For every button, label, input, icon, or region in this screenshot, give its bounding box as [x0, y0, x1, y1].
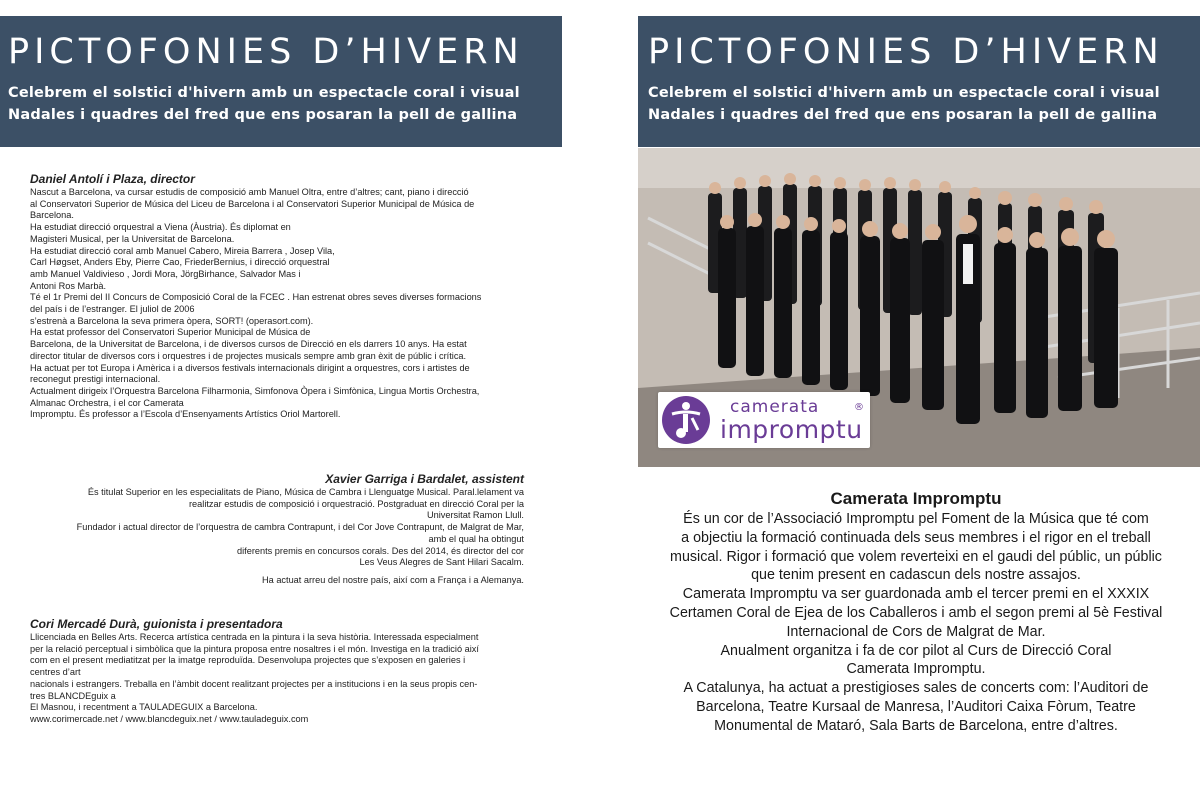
registered-mark: ®: [854, 402, 864, 413]
bio-line: s’estrenà a Barcelona la seva primera òpera, SORT! (operasort.com).: [30, 315, 314, 326]
bio-line: del país i de l’estranger. El juliol de 2006: [30, 304, 195, 315]
camerata-heading: Camerata Impromptu: [830, 489, 1002, 508]
bio-line: Llicenciada en Belles Arts. Recerca artística centrada en la pintura i la seva història. Interessada especialment: [30, 632, 479, 642]
bio-line: com en el present mediatitzat per la imatge reproduïda. Desenvolupa projectes que s’exposen en galeries i: [30, 655, 466, 666]
right-banner-subtitle-1: Celebrem el solstici d'hivern amb un espectacle coral i visual: [648, 85, 1160, 101]
camerata-line: Camerata Impromptu.: [846, 661, 986, 678]
bio-line: Ha estudiat direcció orquestral a Viena (Àustria). És diplomat en: [30, 222, 291, 233]
camerata-line: que tenim present en cadascun dels nostre assajos.: [751, 567, 1081, 584]
camerata-line: Anualment organitza i fa de cor pilot al Curs de Direcció Coral: [720, 642, 1112, 659]
bio-line: al Conservatori Superior de Música del Liceu de Barcelona i al Conservatori Superior Municipal de Música de: [30, 198, 475, 209]
bio-daniel-name: Daniel Antolí i Plaza, director: [30, 172, 195, 186]
bio-line: Nascut a Barcelona, va cursar estudis de composició amb Manuel Oltra, entre d’altres; cant, piano i direcció: [30, 187, 469, 197]
bio-line: director titular de diversos cors i orquestres i de projectes musicals sempre amb gran èxit de públic i crítica.: [30, 350, 467, 361]
bio-xavier: [30, 472, 524, 587]
bio-line: Universitat Ramon Llull.: [426, 510, 524, 521]
left-title-banner: [0, 16, 562, 147]
bio-cori: [30, 617, 530, 726]
bio-line: Barcelona, de la Universitat de Barcelona, i de diversos cursos de Direcció en els darrers 10 anys. Ha estat: [30, 339, 467, 350]
bio-websites: www.corimercade.net / www.blancdeguix.net / www.tauladeguix.com: [30, 713, 309, 724]
bio-xavier-name: Xavier Garriga i Bardalet, assistent: [325, 472, 524, 486]
camerata-line: Barcelona, Teatre Kursaal de Manresa, l’Auditori Caixa Fòrum, Teatre: [696, 698, 1136, 715]
right-banner-subtitle-2: Nadales i quadres del fred que ens posaran la pell de gallina: [648, 107, 1158, 123]
bio-line: amb el qual ha obtingut: [428, 533, 524, 544]
bio-line: Impromptu. És professor a l’Escola d’Ensenyaments Artístics Oriol Martorell.: [30, 409, 341, 420]
camerata-line: Internacional de Cors de Malgrat de Mar.: [786, 623, 1046, 640]
bio-line: Magisteri Musical, per la Universitat de Barcelona.: [30, 233, 235, 244]
bio-line: realitzar estudis de composició i orquestració. Postgraduat en direcció Coral per la: [189, 498, 524, 509]
bio-line: Antoni Ros Marbà.: [30, 280, 107, 291]
camerata-line: Certamen Coral de Ejea de los Caballeros i amb el segon premi al 5è Festival: [669, 604, 1163, 621]
logo-music-icon: [662, 396, 710, 444]
camerata-line: A Catalunya, ha actuat a prestigioses sales de concerts com: l’Auditori de: [683, 680, 1149, 697]
camerata-line: Monumental de Mataró, Sala Barts de Barcelona, entre d’altres.: [714, 717, 1118, 734]
bio-line: Almanac Orchestra, i el cor Camerata: [30, 397, 184, 408]
bio-line: Ha actuat arreu del nostre país, així com a França i a Alemanya.: [262, 574, 524, 585]
bio-line: per la relació perceptual i simbòlica que la pintura proposa entre nosaltres i el món. Investiga en la tradició així: [30, 643, 479, 654]
camerata-line: a objectiu la formació continuada dels seus membres i el rigor en el treball: [681, 529, 1151, 546]
bio-line: Carl Høgset, Anders Eby, Pierre Cao, FriederBernius, i direcció orquestral: [30, 257, 330, 268]
bio-line: Té el 1r Premi del II Concurs de Composició Coral de la FCEC . Han estrenat obres seves diverses formacions: [30, 292, 482, 303]
camerata-description: [640, 488, 1192, 736]
logo-text-impromptu: impromptu: [720, 415, 863, 444]
bio-line: tres BLANCDEguix a: [30, 690, 116, 701]
bio-line: centres d’art: [30, 667, 81, 678]
right-banner-title: PICTOFONIES D’HIVERN: [648, 32, 1164, 72]
bio-line: Ha estudiat direcció coral amb Manuel Cabero, Mireia Barrera , Josep Vila,: [30, 245, 335, 256]
bio-line: amb Manuel Valdivieso , Jordi Mora, JörgBirhance, Salvador Mas i: [30, 268, 301, 279]
camerata-line: Camerata Impromptu va ser guardonada amb el tercer premi en el XXXIX: [682, 586, 1150, 603]
bio-line: Les Veus Alegres de Sant Hilari Sacalm.: [359, 557, 524, 568]
bio-line: Actualment dirigeix l’Orquestra Barcelona Filharmonia, Simfonova Òpera i Simfònica, Lingua Mortis Orchestra,: [30, 385, 480, 396]
bio-line: El Masnou, i recentment a TAULADEGUIX a Barcelona.: [30, 702, 258, 713]
choir-photo: [638, 148, 1200, 467]
bio-line: Fundador i actual director de l’orquestra de cambra Contrapunt, i del Cor Jove Contrapunt, de Malgrat de Mar,: [76, 522, 524, 533]
bio-cori-name: Cori Mercadé Durà, guionista i presentadora: [30, 617, 283, 631]
bio-line: nacionals i estrangers. Treballa en l’àmbit docent realitzant projectes per a institucions i en la seus propis cen-: [30, 678, 478, 689]
camerata-line: És un cor de l’Associació Impromptu pel Foment de la Música que té com: [683, 511, 1149, 527]
bio-line: Barcelona.: [30, 210, 74, 221]
right-title-banner: [638, 16, 1200, 147]
bio-line: Ha actuat per tot Europa i Amèrica i a diversos festivals internacionals dirigint a orquestres, cors i artistes de: [30, 362, 470, 373]
bio-line: És titulat Superior en les especialitats de Piano, Música de Cambra i Llenguatge Musical. Paral.lelament va: [87, 487, 524, 497]
logo-text-camerata: camerata: [730, 397, 820, 417]
left-banner-subtitle-1: Celebrem el solstici d'hivern amb un espectacle coral i visual: [8, 85, 520, 101]
bio-line: reconegut prestigi internacional.: [30, 374, 161, 385]
bio-daniel: [30, 172, 530, 421]
camerata-line: musical. Rigor i formació que volem reverteixi en el gaudi del públic, un públic: [670, 548, 1162, 565]
camerata-impromptu-logo: [658, 392, 870, 448]
left-banner-subtitle-2: Nadales i quadres del fred que ens posaran la pell de gallina: [8, 107, 518, 123]
bio-line: diferents premis en concursos corals. Des del 2014, és director del cor: [237, 545, 524, 556]
bio-line: Ha estat professor del Conservatori Superior Municipal de Música de: [30, 327, 311, 338]
left-banner-title: PICTOFONIES D’HIVERN: [8, 32, 524, 72]
